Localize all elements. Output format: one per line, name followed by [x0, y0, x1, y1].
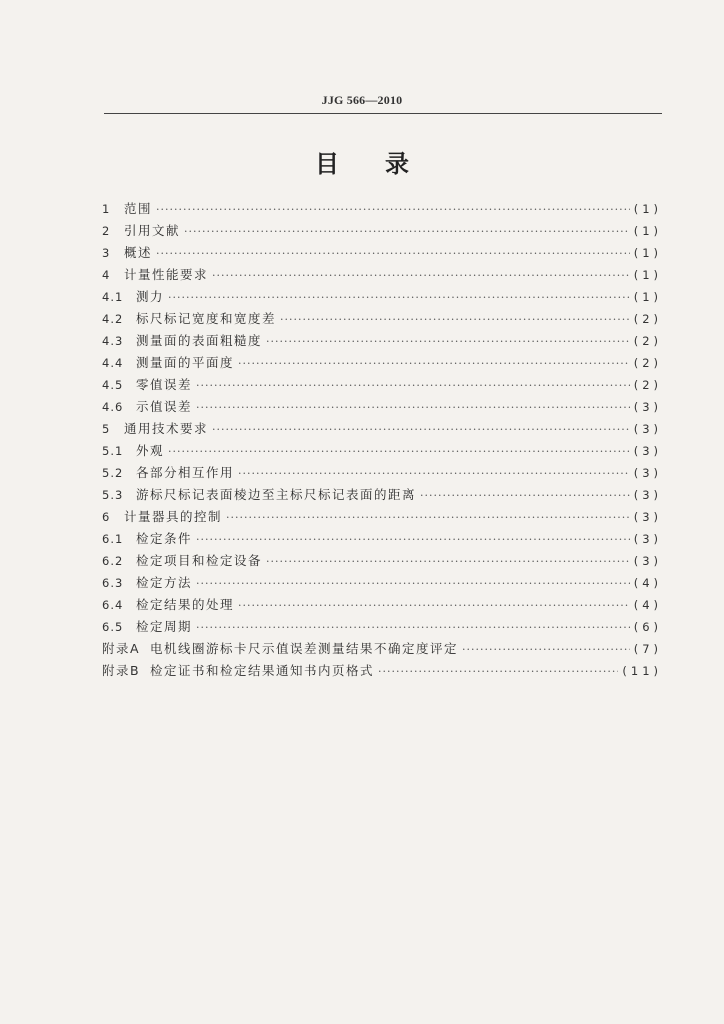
- toc-entry: [102, 528, 662, 550]
- toc-entry-page: (2): [633, 356, 662, 370]
- toc-entry-title: 测量面的表面粗糙度: [136, 333, 263, 348]
- toc-entry-number: 6.3: [102, 576, 124, 590]
- toc-entry-number: 4.4: [102, 356, 124, 370]
- toc-dot-leader: [168, 287, 630, 309]
- toc-entry-title: 标尺标记宽度和宽度差: [136, 311, 277, 326]
- toc-dot-leader: [266, 551, 630, 573]
- toc-dot-leader: [212, 419, 630, 441]
- toc-entry-number: 4.6: [102, 400, 124, 414]
- toc-entry-page: (3): [633, 444, 662, 458]
- toc-entry: [102, 660, 662, 682]
- toc-dot-leader: [238, 463, 630, 485]
- toc-entry-number: 4.3: [102, 334, 124, 348]
- toc-entry-number: 6: [102, 510, 111, 524]
- toc-entry-title: 检定条件: [136, 531, 193, 546]
- toc-dot-leader: [462, 639, 630, 661]
- toc-entry-page: (1): [633, 202, 662, 216]
- toc-entry-page: (3): [633, 510, 662, 524]
- toc-dot-leader: [196, 397, 630, 419]
- toc-entry-page: (3): [633, 532, 662, 546]
- toc-entry-number: 附录A: [102, 641, 141, 656]
- toc-entry: [102, 440, 662, 462]
- toc-entry-title: 检定证书和检定结果通知书内页格式: [150, 663, 375, 678]
- toc-entry-title: 计量性能要求: [124, 267, 209, 282]
- toc-entry: [102, 352, 662, 374]
- toc-entry: [102, 506, 662, 528]
- toc-entry: [102, 572, 662, 594]
- toc-entry: [102, 638, 662, 660]
- toc-entry: [102, 594, 662, 616]
- toc-entry-page: (3): [633, 488, 662, 502]
- toc-entry: [102, 462, 662, 484]
- toc-dot-leader: [156, 199, 630, 221]
- toc-dot-leader: [156, 243, 630, 265]
- page-title: 目录: [315, 150, 455, 178]
- toc-entry-number: 6.4: [102, 598, 124, 612]
- toc-dot-leader: [420, 485, 630, 507]
- toc-entry-title: 范围: [124, 201, 153, 216]
- toc-dot-leader: [196, 573, 630, 595]
- toc-entry: [102, 418, 662, 440]
- toc-entry-title: 各部分相互作用: [136, 465, 235, 480]
- toc-dot-leader: [168, 441, 630, 463]
- toc-entry-title: 计量器具的控制: [124, 509, 223, 524]
- toc-entry-page: (3): [633, 466, 662, 480]
- toc-entry: [102, 616, 662, 638]
- toc-dot-leader: [196, 617, 630, 639]
- toc-entry-title: 检定周期: [136, 619, 193, 634]
- toc-entry-title: 电机线圈游标卡尺示值误差测量结果不确定度评定: [150, 641, 459, 656]
- toc-entry-title: 零值误差: [136, 377, 193, 392]
- toc-dot-leader: [238, 595, 630, 617]
- toc-entry-page: (3): [633, 422, 662, 436]
- toc-entry: [102, 550, 662, 572]
- toc-entry-page: (1): [633, 224, 662, 238]
- toc-entry-page: (2): [633, 334, 662, 348]
- toc-entry-number: 4.2: [102, 312, 124, 326]
- toc-entry: [102, 264, 662, 286]
- toc-entry-page: (4): [633, 598, 662, 612]
- toc-entry: [102, 374, 662, 396]
- toc-entry-page: (6): [633, 620, 662, 634]
- toc-dot-leader: [196, 529, 630, 551]
- toc-entry: [102, 396, 662, 418]
- toc-entry-page: (1): [633, 290, 662, 304]
- toc-entry-page: (2): [633, 378, 662, 392]
- toc-entry-title: 测力: [136, 289, 165, 304]
- toc-dot-leader: [196, 375, 630, 397]
- toc-dot-leader: [266, 331, 630, 353]
- toc-entry-number: 6.5: [102, 620, 124, 634]
- toc-entry-number: 1: [102, 202, 111, 216]
- toc-entry-number: 5: [102, 422, 111, 436]
- toc-dot-leader: [238, 353, 630, 375]
- toc-entry-number: 2: [102, 224, 111, 238]
- toc-entry-page: (11): [622, 664, 662, 678]
- toc-entry-number: 5.1: [102, 444, 124, 458]
- toc-entry-number: 4: [102, 268, 111, 282]
- toc-entry: [102, 484, 662, 506]
- toc-entry: [102, 330, 662, 352]
- table-of-contents: [102, 198, 662, 682]
- toc-dot-leader: [184, 221, 630, 243]
- toc-entry: [102, 198, 662, 220]
- toc-dot-leader: [378, 661, 618, 683]
- toc-entry-page: (2): [633, 312, 662, 326]
- toc-dot-leader: [212, 265, 630, 287]
- toc-entry-number: 6.2: [102, 554, 124, 568]
- toc-entry-title: 游标尺标记表面棱边至主标尺标记表面的距离: [136, 487, 417, 502]
- toc-entry-page: (4): [633, 576, 662, 590]
- toc-entry-page: (1): [633, 268, 662, 282]
- toc-entry-number: 5.2: [102, 466, 124, 480]
- toc-entry-page: (1): [633, 246, 662, 260]
- toc-dot-leader: [280, 309, 630, 331]
- toc-entry-title: 示值误差: [136, 399, 193, 414]
- toc-entry-title: 引用文献: [124, 223, 181, 238]
- toc-entry-page: (7): [633, 642, 662, 656]
- toc-entry-number: 3: [102, 246, 111, 260]
- toc-dot-leader: [226, 507, 630, 529]
- toc-entry-number: 5.3: [102, 488, 124, 502]
- toc-entry-number: 4.5: [102, 378, 124, 392]
- toc-entry-title: 检定项目和检定设备: [136, 553, 263, 568]
- toc-entry-title: 测量面的平面度: [136, 355, 235, 370]
- toc-entry-title: 检定结果的处理: [136, 597, 235, 612]
- toc-entry: [102, 220, 662, 242]
- toc-entry-number: 附录B: [102, 663, 141, 678]
- toc-entry-number: 4.1: [102, 290, 124, 304]
- header-divider: [104, 113, 662, 114]
- toc-entry-page: (3): [633, 400, 662, 414]
- toc-entry-title: 外观: [136, 443, 165, 458]
- toc-entry-title: 通用技术要求: [124, 421, 209, 436]
- toc-entry-number: 6.1: [102, 532, 124, 546]
- toc-entry-title: 概述: [124, 245, 153, 260]
- toc-entry: [102, 308, 662, 330]
- toc-entry: [102, 286, 662, 308]
- toc-entry: [102, 242, 662, 264]
- standard-code: JJG 566—2010: [321, 93, 403, 107]
- toc-entry-page: (3): [633, 554, 662, 568]
- toc-entry-title: 检定方法: [136, 575, 193, 590]
